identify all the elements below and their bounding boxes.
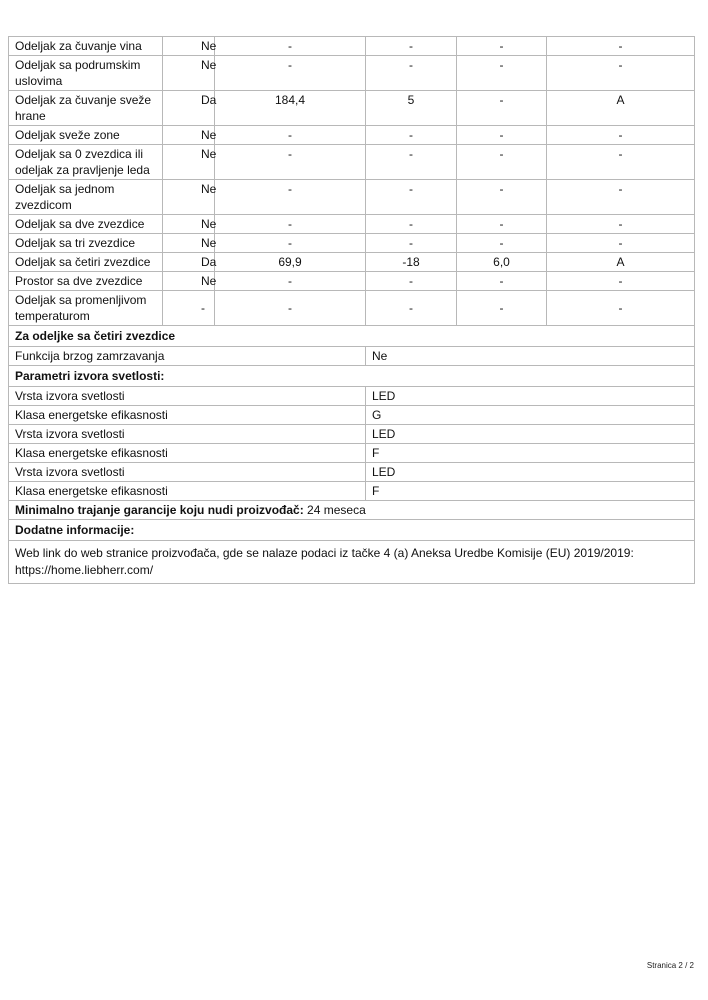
light-source-label: Klasa energetske efikasnosti (9, 444, 366, 463)
compartment-present: Da (163, 91, 215, 126)
product-information-sheet (8, 36, 694, 584)
compartment-temperature: - (366, 145, 457, 180)
compartment-temperature: -18 (366, 253, 457, 272)
compartment-present: - (163, 291, 215, 326)
warranty-label: Minimalno trajanje garancije koju nudi proizvođač: (15, 503, 304, 517)
light-source-label: Vrsta izvora svetlosti (9, 463, 366, 482)
compartment-freezing-capacity: 6,0 (457, 253, 547, 272)
light-source-label: Vrsta izvora svetlosti (9, 387, 366, 406)
compartment-present: Ne (163, 215, 215, 234)
compartment-freezing-capacity: - (457, 272, 547, 291)
light-source-value: F (366, 482, 695, 501)
compartment-row (9, 253, 695, 272)
light-source-value: LED (366, 425, 695, 444)
light-source-row (9, 387, 695, 406)
compartment-climate-class: - (547, 180, 695, 215)
compartment-row (9, 234, 695, 253)
light-source-value: F (366, 444, 695, 463)
light-source-value: LED (366, 463, 695, 482)
compartment-name: Odeljak sa jednom zvezdicom (9, 180, 163, 215)
compartment-name: Odeljak sa 0 zvezdica ili odeljak za pravljenje leda (9, 145, 163, 180)
compartment-climate-class: - (547, 37, 695, 56)
compartment-present: Ne (163, 126, 215, 145)
compartment-present: Ne (163, 234, 215, 253)
compartment-volume: - (215, 234, 366, 253)
compartment-present: Ne (163, 272, 215, 291)
warranty-value: 24 meseca (303, 503, 366, 517)
four-star-heading: Za odeljke sa četiri zvezdice (9, 326, 695, 347)
compartment-volume: - (215, 37, 366, 56)
compartment-name: Prostor sa dve zvezdice (9, 272, 163, 291)
compartment-climate-class: - (547, 234, 695, 253)
compartment-volume: - (215, 215, 366, 234)
compartment-present: Ne (163, 56, 215, 91)
compartment-volume: - (215, 291, 366, 326)
compartment-climate-class: - (547, 145, 695, 180)
light-source-row (9, 482, 695, 501)
compartment-freezing-capacity: - (457, 234, 547, 253)
compartment-climate-class: A (547, 91, 695, 126)
compartment-name: Odeljak sa dve zvezdice (9, 215, 163, 234)
compartment-volume: - (215, 145, 366, 180)
compartment-freezing-capacity: - (457, 291, 547, 326)
light-source-row (9, 463, 695, 482)
compartment-row (9, 291, 695, 326)
compartment-climate-class: - (547, 291, 695, 326)
additional-info-heading: Dodatne informacije: (9, 520, 695, 541)
compartment-volume: - (215, 180, 366, 215)
fast-freeze-label: Funkcija brzog zamrzavanja (9, 347, 366, 366)
compartment-temperature: - (366, 291, 457, 326)
compartment-climate-class: - (547, 215, 695, 234)
compartment-name: Odeljak sa tri zvezdice (9, 234, 163, 253)
compartment-temperature: - (366, 215, 457, 234)
light-source-row (9, 425, 695, 444)
compartment-name: Odeljak sa četiri zvezdice (9, 253, 163, 272)
compartment-present: Ne (163, 37, 215, 56)
compartment-volume: 69,9 (215, 253, 366, 272)
compartment-temperature: - (366, 126, 457, 145)
compartment-freezing-capacity: - (457, 91, 547, 126)
additional-info-text: Web link do web stranice proizvođača, gde se nalaze podaci iz tačke 4 (a) Aneksa Uredbe Komisije (EU) 2019/2019: https://home.liebherr.com/ (9, 541, 695, 584)
compartment-volume: - (215, 272, 366, 291)
light-source-value: LED (366, 387, 695, 406)
compartment-temperature: 5 (366, 91, 457, 126)
warranty-row (9, 501, 695, 520)
compartment-climate-class: - (547, 56, 695, 91)
compartment-present: Ne (163, 145, 215, 180)
compartment-row (9, 145, 695, 180)
compartment-freezing-capacity: - (457, 56, 547, 91)
compartment-climate-class: A (547, 253, 695, 272)
compartment-rows (9, 37, 695, 326)
compartment-temperature: - (366, 37, 457, 56)
compartment-row (9, 126, 695, 145)
four-star-section (9, 326, 695, 387)
compartment-freezing-capacity: - (457, 180, 547, 215)
compartment-freezing-capacity: - (457, 145, 547, 180)
compartment-volume: - (215, 126, 366, 145)
compartment-volume: 184,4 (215, 91, 366, 126)
compartment-name: Odeljak za čuvanje vina (9, 37, 163, 56)
compartment-climate-class: - (547, 272, 695, 291)
compartment-temperature: - (366, 180, 457, 215)
light-source-row (9, 444, 695, 463)
compartment-freezing-capacity: - (457, 126, 547, 145)
compartment-temperature: - (366, 56, 457, 91)
compartment-row (9, 272, 695, 291)
compartment-name: Odeljak sa promenljivom temperaturom (9, 291, 163, 326)
light-source-label: Klasa energetske efikasnosti (9, 482, 366, 501)
compartment-temperature: - (366, 234, 457, 253)
light-source-value: G (366, 406, 695, 425)
compartment-freezing-capacity: - (457, 215, 547, 234)
closing-section (9, 501, 695, 584)
light-source-rows (9, 387, 695, 501)
compartment-name: Odeljak sveže zone (9, 126, 163, 145)
compartment-volume: - (215, 56, 366, 91)
compartment-row (9, 180, 695, 215)
page-number: Stranica 2 / 2 (646, 961, 694, 970)
compartment-row (9, 91, 695, 126)
compartment-present: Da (163, 253, 215, 272)
fast-freeze-value: Ne (366, 347, 695, 366)
light-source-label: Vrsta izvora svetlosti (9, 425, 366, 444)
compartment-present: Ne (163, 180, 215, 215)
compartment-climate-class: - (547, 126, 695, 145)
compartment-temperature: - (366, 272, 457, 291)
compartment-row (9, 215, 695, 234)
compartment-name: Odeljak za čuvanje sveže hrane (9, 91, 163, 126)
compartment-table (8, 36, 695, 584)
compartment-row (9, 37, 695, 56)
compartment-freezing-capacity: - (457, 37, 547, 56)
light-source-heading: Parametri izvora svetlosti: (9, 366, 695, 387)
light-source-row (9, 406, 695, 425)
compartment-row (9, 56, 695, 91)
light-source-label: Klasa energetske efikasnosti (9, 406, 366, 425)
compartment-name: Odeljak sa podrumskim uslovima (9, 56, 163, 91)
